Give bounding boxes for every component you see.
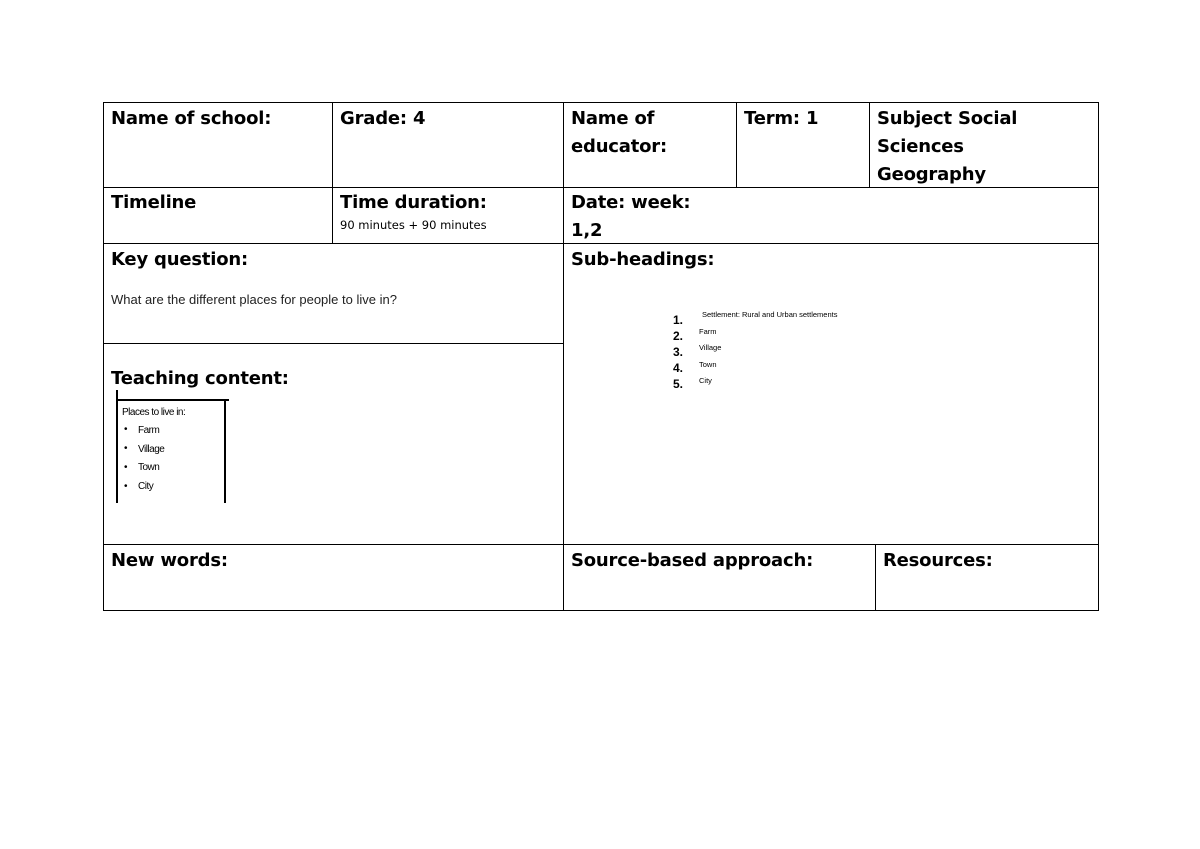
table-border-bottom [103, 610, 1099, 611]
subject-label-line3: Geography [877, 164, 986, 185]
date-week-label: Date: week: [571, 192, 691, 213]
places-item: Farm [138, 425, 160, 436]
source-based-approach-label: Source-based approach: [571, 550, 814, 571]
bullet: • [124, 481, 128, 492]
bullet: • [124, 443, 128, 454]
new-words-label: New words: [111, 550, 228, 571]
educator-label-line1: Name of [571, 108, 655, 129]
col-divider [332, 102, 333, 244]
sub-heading-number: 2. [673, 329, 684, 343]
sub-heading-item: Farm [699, 327, 717, 336]
col-divider [869, 102, 870, 188]
date-week-value: 1,2 [571, 220, 603, 241]
col-divider [875, 544, 876, 611]
sub-heading-item: Village [699, 343, 722, 352]
col-divider [563, 102, 564, 611]
teaching-content-label: Teaching content: [111, 368, 289, 389]
places-item: Town [138, 462, 160, 473]
row-divider [103, 544, 1099, 545]
sub-heading-number: 4. [673, 361, 684, 375]
subject-label-line2: Sciences [877, 136, 964, 157]
educator-label-line2: educator: [571, 136, 667, 157]
sub-heading-number: 3. [673, 345, 684, 359]
subject-label-line1: Subject Social [877, 108, 1018, 129]
timeline-label: Timeline [111, 192, 197, 213]
table-border-right [1098, 102, 1099, 611]
places-title: Places to live in: [122, 407, 186, 418]
time-duration-label: Time duration: [340, 192, 487, 213]
sub-heading-number: 5. [673, 377, 684, 391]
table-border-left [103, 102, 104, 611]
table-border-top [103, 102, 1099, 103]
key-question-text: What are the different places for people to live in? [111, 292, 397, 307]
school-name-label: Name of school: [111, 108, 272, 129]
bullet: • [124, 424, 128, 435]
places-item: City [138, 481, 154, 492]
time-duration-value: 90 minutes + 90 minutes [340, 218, 487, 232]
sub-heading-number: 1. [673, 313, 684, 327]
sub-heading-item: Town [699, 360, 717, 369]
sub-headings-label: Sub-headings: [571, 249, 715, 270]
key-question-label: Key question: [111, 249, 249, 270]
snippet-left-rule [116, 390, 118, 503]
resources-label: Resources: [883, 550, 993, 571]
places-item: Village [138, 444, 165, 455]
row-divider [103, 343, 563, 344]
sub-heading-item: City [699, 376, 712, 385]
col-divider [736, 102, 737, 188]
snippet-top-rule [117, 399, 229, 401]
sub-heading-item: Settlement: Rural and Urban settlements [702, 310, 838, 319]
grade-label: Grade: 4 [340, 108, 426, 129]
snippet-right-rule [224, 400, 226, 503]
bullet: • [124, 462, 128, 473]
term-label: Term: 1 [744, 108, 819, 129]
